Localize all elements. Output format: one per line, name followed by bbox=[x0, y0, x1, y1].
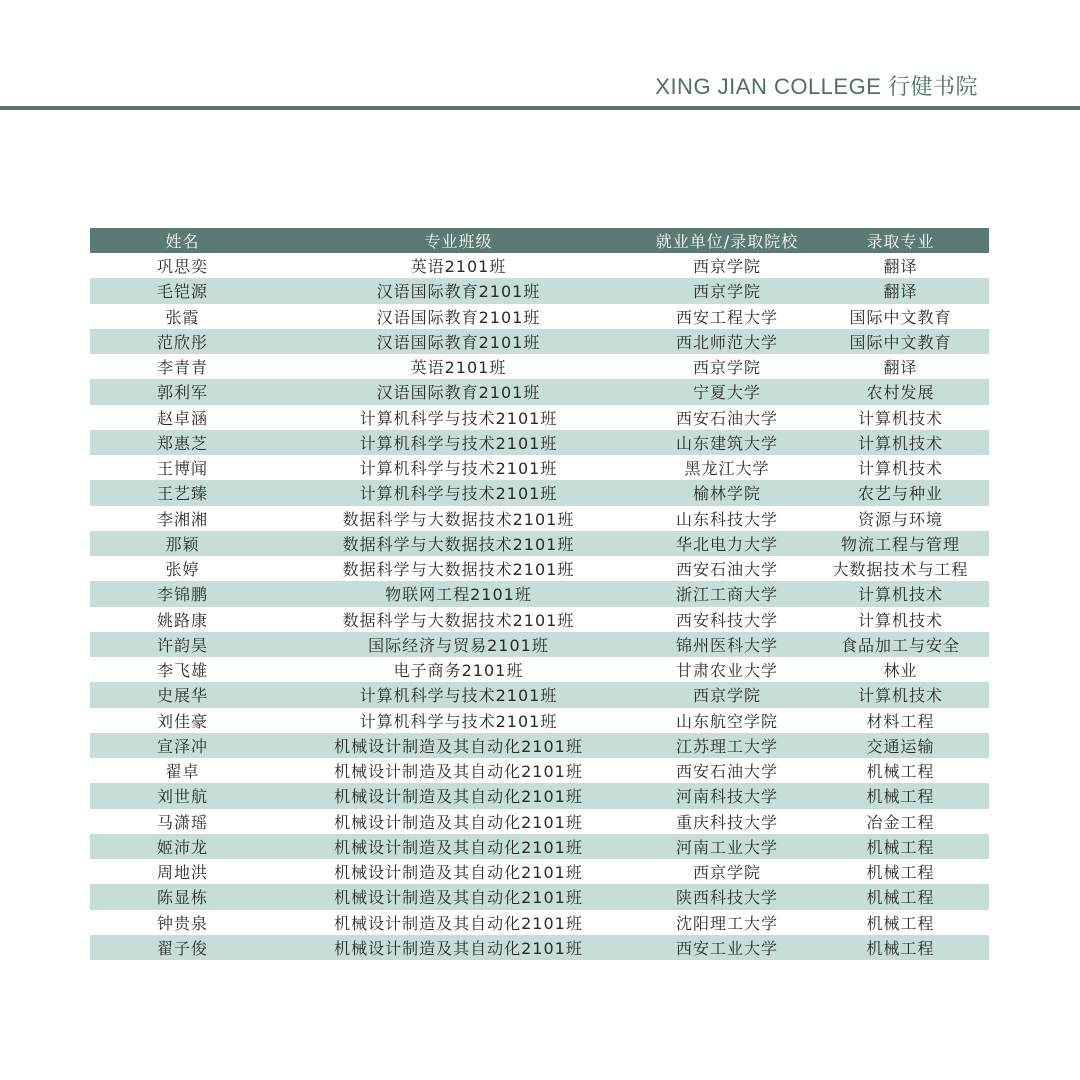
cell-major-class: 物联网工程2101班 bbox=[275, 581, 642, 606]
table-row bbox=[90, 809, 989, 834]
cell-admitted-major: 计算机技术 bbox=[812, 581, 989, 606]
table-row bbox=[90, 304, 989, 329]
cell-name: 刘佳豪 bbox=[90, 708, 275, 733]
cell-employer-school: 锦州医科大学 bbox=[642, 632, 812, 657]
cell-employer-school: 西安石油大学 bbox=[642, 405, 812, 430]
cell-employer-school: 榆林学院 bbox=[642, 480, 812, 505]
cell-employer-school: 西京学院 bbox=[642, 682, 812, 707]
cell-major-class: 汉语国际教育2101班 bbox=[275, 304, 642, 329]
table-row bbox=[90, 935, 989, 960]
cell-employer-school: 甘肃农业大学 bbox=[642, 657, 812, 682]
cell-name: 翟卓 bbox=[90, 758, 275, 783]
cell-employer-school: 西安工业大学 bbox=[642, 935, 812, 960]
cell-admitted-major: 翻译 bbox=[812, 278, 989, 303]
table-row bbox=[90, 682, 989, 707]
cell-admitted-major: 计算机技术 bbox=[812, 405, 989, 430]
cell-major-class: 计算机科学与技术2101班 bbox=[275, 455, 642, 480]
cell-major-class: 计算机科学与技术2101班 bbox=[275, 430, 642, 455]
cell-employer-school: 沈阳理工大学 bbox=[642, 910, 812, 935]
cell-admitted-major: 资源与环境 bbox=[812, 506, 989, 531]
table-row bbox=[90, 329, 989, 354]
cell-admitted-major: 机械工程 bbox=[812, 758, 989, 783]
cell-admitted-major: 食品加工与安全 bbox=[812, 632, 989, 657]
cell-name: 钟贵泉 bbox=[90, 910, 275, 935]
cell-name: 毛铠源 bbox=[90, 278, 275, 303]
cell-major-class: 机械设计制造及其自动化2101班 bbox=[275, 859, 642, 884]
cell-employer-school: 西京学院 bbox=[642, 253, 812, 278]
cell-name: 刘世航 bbox=[90, 783, 275, 808]
cell-major-class: 机械设计制造及其自动化2101班 bbox=[275, 733, 642, 758]
table-row bbox=[90, 506, 989, 531]
cell-name: 李青青 bbox=[90, 354, 275, 379]
table-row bbox=[90, 430, 989, 455]
table-row bbox=[90, 531, 989, 556]
cell-admitted-major: 计算机技术 bbox=[812, 607, 989, 632]
cell-name: 陈显栋 bbox=[90, 884, 275, 909]
cell-employer-school: 西北师范大学 bbox=[642, 329, 812, 354]
cell-major-class: 机械设计制造及其自动化2101班 bbox=[275, 935, 642, 960]
table-row bbox=[90, 834, 989, 859]
cell-employer-school: 华北电力大学 bbox=[642, 531, 812, 556]
cell-major-class: 电子商务2101班 bbox=[275, 657, 642, 682]
cell-major-class: 数据科学与大数据技术2101班 bbox=[275, 531, 642, 556]
cell-employer-school: 浙江工商大学 bbox=[642, 581, 812, 606]
cell-admitted-major: 计算机技术 bbox=[812, 455, 989, 480]
cell-major-class: 机械设计制造及其自动化2101班 bbox=[275, 758, 642, 783]
table-row bbox=[90, 405, 989, 430]
cell-admitted-major: 计算机技术 bbox=[812, 430, 989, 455]
cell-major-class: 数据科学与大数据技术2101班 bbox=[275, 607, 642, 632]
header-divider bbox=[0, 106, 1080, 110]
column-header-major-class: 专业班级 bbox=[275, 228, 642, 253]
cell-major-class: 机械设计制造及其自动化2101班 bbox=[275, 783, 642, 808]
cell-name: 李湘湘 bbox=[90, 506, 275, 531]
cell-admitted-major: 机械工程 bbox=[812, 859, 989, 884]
cell-employer-school: 山东航空学院 bbox=[642, 708, 812, 733]
cell-admitted-major: 计算机技术 bbox=[812, 682, 989, 707]
table-row bbox=[90, 733, 989, 758]
cell-admitted-major: 机械工程 bbox=[812, 935, 989, 960]
table-row bbox=[90, 607, 989, 632]
column-header-employer-school: 就业单位/录取院校 bbox=[642, 228, 812, 253]
cell-name: 郭利军 bbox=[90, 379, 275, 404]
table-row bbox=[90, 354, 989, 379]
cell-name: 翟子俊 bbox=[90, 935, 275, 960]
admissions-table bbox=[90, 228, 989, 960]
cell-employer-school: 山东建筑大学 bbox=[642, 430, 812, 455]
cell-name: 史展华 bbox=[90, 682, 275, 707]
cell-name: 范欣彤 bbox=[90, 329, 275, 354]
table-row bbox=[90, 556, 989, 581]
cell-major-class: 英语2101班 bbox=[275, 354, 642, 379]
cell-employer-school: 江苏理工大学 bbox=[642, 733, 812, 758]
cell-admitted-major: 大数据技术与工程 bbox=[812, 556, 989, 581]
cell-name: 姬沛龙 bbox=[90, 834, 275, 859]
cell-major-class: 机械设计制造及其自动化2101班 bbox=[275, 910, 642, 935]
cell-name: 巩思奕 bbox=[90, 253, 275, 278]
cell-name: 周地洪 bbox=[90, 859, 275, 884]
cell-admitted-major: 机械工程 bbox=[812, 910, 989, 935]
table-row bbox=[90, 657, 989, 682]
table-body bbox=[90, 253, 989, 960]
cell-employer-school: 陕西科技大学 bbox=[642, 884, 812, 909]
cell-name: 李飞雄 bbox=[90, 657, 275, 682]
table-row bbox=[90, 708, 989, 733]
cell-employer-school: 西京学院 bbox=[642, 278, 812, 303]
cell-employer-school: 河南科技大学 bbox=[642, 783, 812, 808]
cell-employer-school: 黑龙江大学 bbox=[642, 455, 812, 480]
cell-major-class: 机械设计制造及其自动化2101班 bbox=[275, 809, 642, 834]
table-row bbox=[90, 480, 989, 505]
table-row bbox=[90, 632, 989, 657]
table-row bbox=[90, 758, 989, 783]
cell-admitted-major: 冶金工程 bbox=[812, 809, 989, 834]
table-header-row bbox=[90, 228, 989, 253]
table-row bbox=[90, 278, 989, 303]
cell-name: 王博闻 bbox=[90, 455, 275, 480]
cell-employer-school: 西京学院 bbox=[642, 354, 812, 379]
cell-name: 马潇瑶 bbox=[90, 809, 275, 834]
cell-admitted-major: 农艺与种业 bbox=[812, 480, 989, 505]
cell-name: 王艺臻 bbox=[90, 480, 275, 505]
cell-employer-school: 西京学院 bbox=[642, 859, 812, 884]
cell-name: 那颖 bbox=[90, 531, 275, 556]
cell-admitted-major: 物流工程与管理 bbox=[812, 531, 989, 556]
cell-major-class: 汉语国际教育2101班 bbox=[275, 379, 642, 404]
cell-major-class: 汉语国际教育2101班 bbox=[275, 278, 642, 303]
cell-major-class: 数据科学与大数据技术2101班 bbox=[275, 556, 642, 581]
cell-major-class: 计算机科学与技术2101班 bbox=[275, 708, 642, 733]
cell-admitted-major: 国际中文教育 bbox=[812, 304, 989, 329]
table-row bbox=[90, 379, 989, 404]
table-row bbox=[90, 783, 989, 808]
cell-major-class: 英语2101班 bbox=[275, 253, 642, 278]
table-row bbox=[90, 859, 989, 884]
cell-name: 张霞 bbox=[90, 304, 275, 329]
cell-name: 赵卓涵 bbox=[90, 405, 275, 430]
cell-name: 李锦鹏 bbox=[90, 581, 275, 606]
cell-admitted-major: 机械工程 bbox=[812, 834, 989, 859]
cell-employer-school: 宁夏大学 bbox=[642, 379, 812, 404]
cell-employer-school: 西安工程大学 bbox=[642, 304, 812, 329]
cell-name: 张婷 bbox=[90, 556, 275, 581]
cell-name: 姚路康 bbox=[90, 607, 275, 632]
cell-name: 宣泽冲 bbox=[90, 733, 275, 758]
cell-major-class: 汉语国际教育2101班 bbox=[275, 329, 642, 354]
cell-admitted-major: 翻译 bbox=[812, 253, 989, 278]
cell-employer-school: 山东科技大学 bbox=[642, 506, 812, 531]
cell-major-class: 计算机科学与技术2101班 bbox=[275, 682, 642, 707]
cell-admitted-major: 机械工程 bbox=[812, 783, 989, 808]
cell-major-class: 国际经济与贸易2101班 bbox=[275, 632, 642, 657]
table-row bbox=[90, 884, 989, 909]
cell-employer-school: 重庆科技大学 bbox=[642, 809, 812, 834]
cell-admitted-major: 国际中文教育 bbox=[812, 329, 989, 354]
cell-employer-school: 西安石油大学 bbox=[642, 556, 812, 581]
cell-admitted-major: 林业 bbox=[812, 657, 989, 682]
table-row bbox=[90, 581, 989, 606]
table-row bbox=[90, 253, 989, 278]
column-header-admitted-major: 录取专业 bbox=[812, 228, 989, 253]
cell-name: 郑惠芝 bbox=[90, 430, 275, 455]
column-header-name: 姓名 bbox=[90, 228, 275, 253]
cell-major-class: 计算机科学与技术2101班 bbox=[275, 480, 642, 505]
cell-major-class: 机械设计制造及其自动化2101班 bbox=[275, 884, 642, 909]
cell-admitted-major: 翻译 bbox=[812, 354, 989, 379]
cell-admitted-major: 交通运输 bbox=[812, 733, 989, 758]
cell-major-class: 数据科学与大数据技术2101班 bbox=[275, 506, 642, 531]
cell-major-class: 计算机科学与技术2101班 bbox=[275, 405, 642, 430]
table-header bbox=[90, 228, 989, 253]
table-row bbox=[90, 455, 989, 480]
table-row bbox=[90, 910, 989, 935]
cell-name: 许韵昊 bbox=[90, 632, 275, 657]
cell-employer-school: 西安科技大学 bbox=[642, 607, 812, 632]
cell-admitted-major: 农村发展 bbox=[812, 379, 989, 404]
header-title: XING JIAN COLLEGE 行健书院 bbox=[655, 74, 978, 99]
cell-major-class: 机械设计制造及其自动化2101班 bbox=[275, 834, 642, 859]
cell-employer-school: 西安石油大学 bbox=[642, 758, 812, 783]
cell-admitted-major: 机械工程 bbox=[812, 884, 989, 909]
cell-admitted-major: 材料工程 bbox=[812, 708, 989, 733]
cell-employer-school: 河南工业大学 bbox=[642, 834, 812, 859]
